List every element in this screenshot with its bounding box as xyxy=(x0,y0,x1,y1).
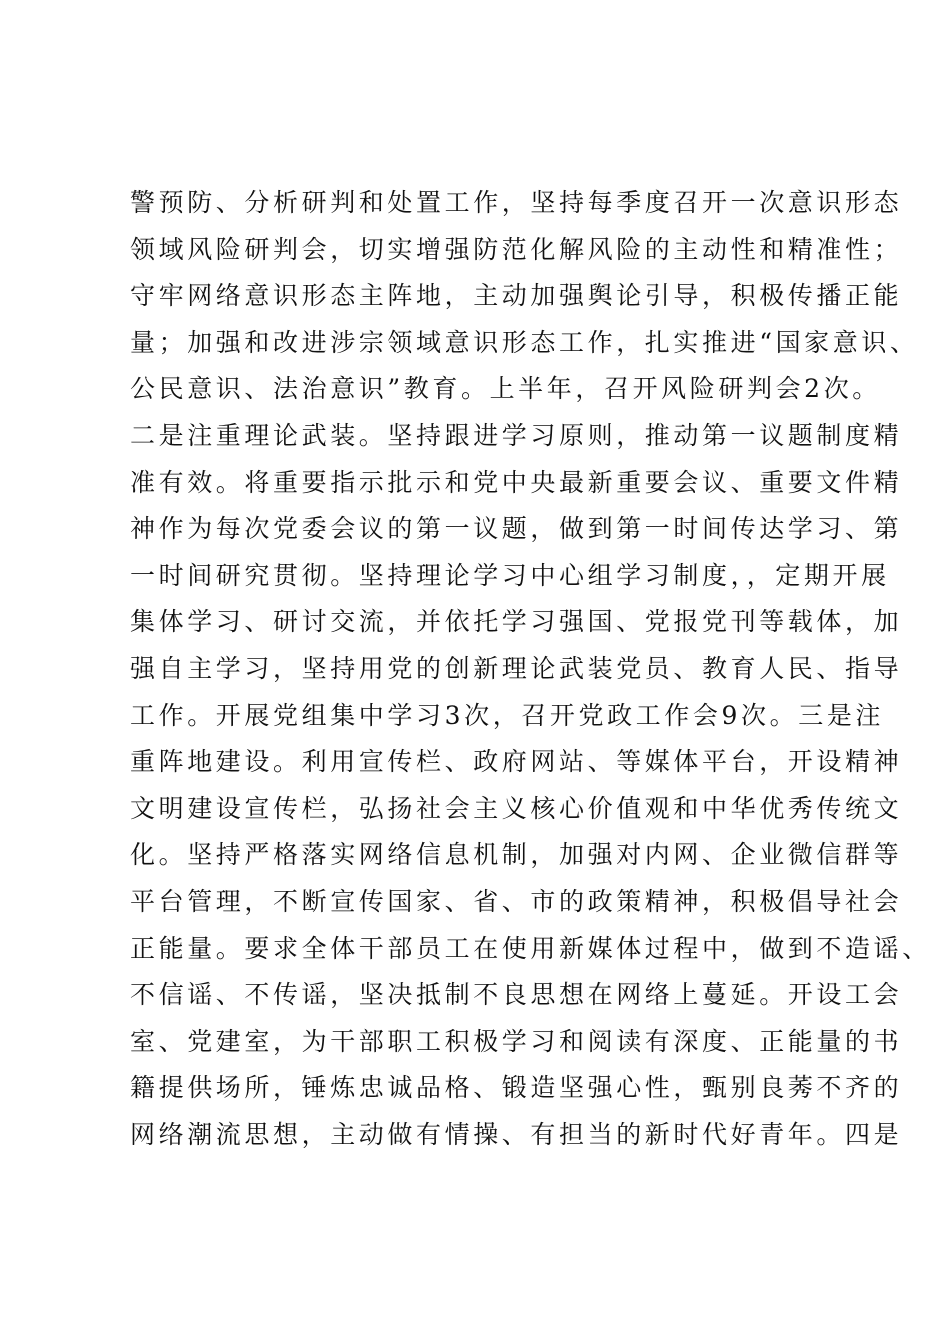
text-line: 工作。开展党组集中学习3次，召开党政工作会9次。三是注 xyxy=(130,700,885,730)
text-line: 正能量。要求全体干部员工在使用新媒体过程中，做到不造谣、 xyxy=(130,933,931,963)
text-line: 重阵地建设。利用宣传栏、政府网站、等媒体平台，开设精神 xyxy=(130,747,903,777)
text-line: 一时间研究贯彻。坚持理论学习中心组学习制度，，定期开展 xyxy=(130,560,890,590)
text-line: 二是注重理论武装。坚持跟进学习原则，推动第一议题制度精 xyxy=(130,420,903,450)
text-line: 领域风险研判会，切实增强防范化解风险的主动性和精准性； xyxy=(130,234,903,264)
text-line: 平台管理，不断宣传国家、省、市的政策精神，积极倡导社会 xyxy=(130,886,903,916)
text-line: 文明建设宣传栏，弘扬社会主义核心价值观和中华优秀传统文 xyxy=(130,793,903,823)
text-line: 网络潮流思想，主动做有情操、有担当的新时代好青年。四是 xyxy=(130,1119,903,1149)
text-line: 量；加强和改进涉宗领域意识形态工作，扎实推进“国家意识、 xyxy=(130,327,919,357)
text-line: 神作为每次党委会议的第一议题，做到第一时间传达学习、第 xyxy=(130,514,903,544)
text-line: 强自主学习，坚持用党的创新理论武装党员、教育人民、指导 xyxy=(130,653,903,683)
text-line: 室、党建室，为干部职工积极学习和阅读有深度、正能量的书 xyxy=(130,1026,903,1056)
text-line: 籍提供场所，锤炼忠诚品格、锻造坚强心性，甄别良莠不齐的 xyxy=(130,1073,903,1103)
body-paragraph xyxy=(130,180,931,1158)
text-line: 警预防、分析研判和处置工作，坚持每季度召开一次意识形态 xyxy=(130,188,903,217)
text-line: 化。坚持严格落实网络信息机制，加强对内网、企业微信群等 xyxy=(130,840,903,870)
text-line: 公民意识、法治意识”教育。上半年，召开风险研判会2次。 xyxy=(130,374,881,404)
text-line: 集体学习、研讨交流，并依托学习强国、党报党刊等载体，加 xyxy=(130,607,903,637)
text-line: 守牢网络意识形态主阵地，主动加强舆论引导，积极传播正能 xyxy=(130,281,903,311)
text-line: 准有效。将重要指示批示和党中央最新重要会议、重要文件精 xyxy=(130,467,903,497)
text-line: 不信谣、不传谣，坚决抵制不良思想在网络上蔓延。开设工会 xyxy=(130,980,903,1010)
